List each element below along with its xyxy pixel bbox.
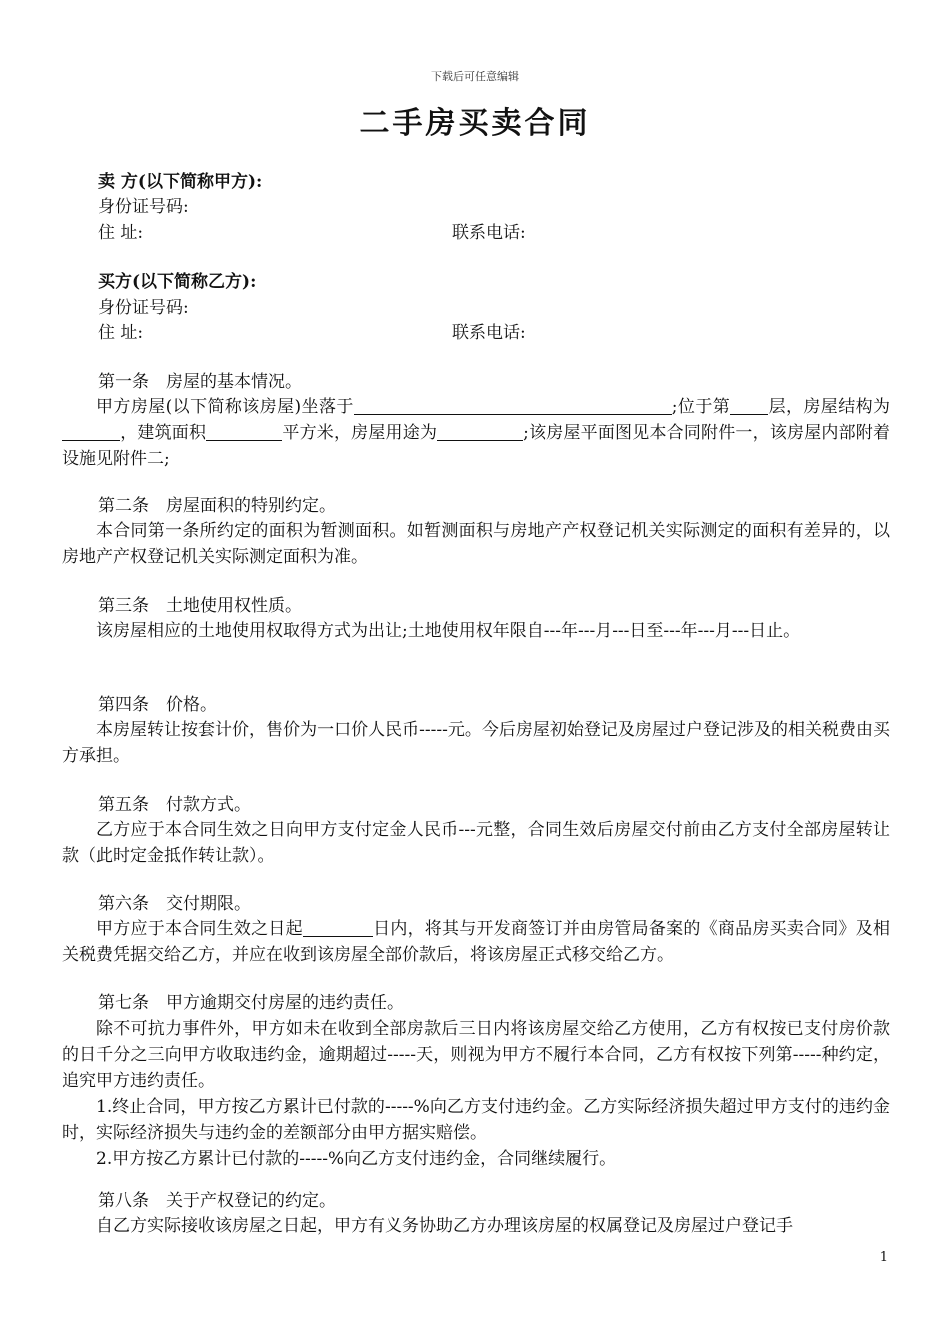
article-4-text: 本房屋转让按套计价，售价为一口价人民币-----元。今后房屋初始登记及房屋过户登记涉及的相关税费由买方承担。 bbox=[62, 720, 890, 766]
article-2-heading: 第二条 房屋面积的特别约定。 bbox=[98, 496, 336, 516]
buyer-id-label: 身份证号码: bbox=[98, 298, 189, 318]
buyer-heading: 买方(以下简称乙方): bbox=[98, 272, 257, 292]
article-6-body bbox=[62, 916, 890, 968]
article-3-body bbox=[62, 618, 890, 644]
article-3-heading: 第三条 土地使用权性质。 bbox=[98, 596, 302, 616]
article-1-text-d: ，建筑面积 bbox=[120, 423, 207, 443]
article-7-body bbox=[62, 1016, 890, 1172]
seller-phone-label: 联系电话: bbox=[452, 223, 526, 243]
article-1-text-b: ;位于第 bbox=[671, 397, 731, 417]
area-blank bbox=[206, 422, 282, 441]
floor-blank bbox=[730, 396, 768, 415]
location-blank bbox=[354, 396, 672, 415]
structure-blank bbox=[62, 422, 120, 441]
usage-blank bbox=[437, 422, 523, 441]
article-6-heading: 第六条 交付期限。 bbox=[98, 894, 251, 914]
article-1-heading: 第一条 房屋的基本情况。 bbox=[98, 372, 302, 392]
seller-address-label: 住 址: bbox=[98, 223, 144, 243]
page-number: 1 bbox=[879, 1250, 888, 1265]
article-4-body bbox=[62, 717, 890, 769]
days-blank bbox=[303, 918, 373, 937]
article-7-heading: 第七条 甲方逾期交付房屋的违约责任。 bbox=[98, 993, 404, 1013]
seller-heading: 卖 方(以下简称甲方): bbox=[98, 172, 263, 192]
article-3-text: 该房屋相应的土地使用权取得方式为出让;土地使用权年限自---年---月---日至---年---月---日止。 bbox=[96, 621, 801, 641]
article-2-text: 本合同第一条所约定的面积为暂测面积。如暂测面积与房地产产权登记机关实际测定的面积有差异的，以房地产产权登记机关实际测定面积为准。 bbox=[62, 521, 890, 567]
buyer-address-label: 住 址: bbox=[98, 323, 144, 343]
article-1-text-e: 平方米，房屋用途为 bbox=[282, 423, 438, 443]
article-1-text-c: 层，房屋结构为 bbox=[768, 397, 891, 417]
article-8-text: 自乙方实际接收该房屋之日起，甲方有义务协助乙方办理该房屋的权属登记及房屋过户登记手 bbox=[96, 1216, 793, 1236]
article-1-text-a: 甲方房屋(以下简称该房屋)坐落于 bbox=[96, 397, 354, 417]
buyer-phone-label: 联系电话: bbox=[452, 323, 526, 343]
article-8-heading: 第八条 关于产权登记的约定。 bbox=[98, 1191, 336, 1211]
seller-id-label: 身份证号码: bbox=[98, 197, 189, 217]
article-7-item-1: 1.终止合同，甲方按乙方累计已付款的-----%向乙方支付违约金。乙方实际经济损失超过甲方支付的违约金时，实际经济损失与违约金的差额部分由甲方据实赔偿。 bbox=[62, 1097, 890, 1143]
contract-title: 二手房买卖合同 bbox=[359, 106, 591, 141]
article-7-text: 除不可抗力事件外，甲方如未在收到全部房款后三日内将该房屋交给乙方使用，乙方有权按已支付房价款的日千分之三向甲方收取违约金，逾期超过-----天，则视为甲方不履行本合同，乙方有权按下列第-----种约定，追究甲方违约责任。 bbox=[62, 1019, 890, 1091]
article-5-heading: 第五条 付款方式。 bbox=[98, 795, 251, 815]
article-6-text-b: 日内，将其与开发商签订并由房管局备案的《商品房买卖合同》及相关税费凭据交给乙方，并应在收到该房屋全部价款后，将该房屋正式移交给乙方。 bbox=[62, 919, 891, 965]
header-note: 下载后可任意编辑 bbox=[431, 70, 519, 83]
article-6-text-a: 甲方应于本合同生效之日起 bbox=[96, 919, 303, 939]
article-8-body bbox=[62, 1213, 890, 1239]
article-5-body bbox=[62, 817, 890, 869]
article-4-heading: 第四条 价格。 bbox=[98, 695, 217, 715]
article-5-text: 乙方应于本合同生效之日向甲方支付定金人民币---元整，合同生效后房屋交付前由乙方支付全部房屋转让款（此时定金抵作转让款）。 bbox=[62, 820, 890, 866]
article-7-item-2: 2.甲方按乙方累计已付款的-----%向乙方支付违约金，合同继续履行。 bbox=[96, 1149, 617, 1169]
article-1-body bbox=[62, 394, 890, 472]
article-2-body bbox=[62, 518, 890, 570]
article-1-text-f: ;该房屋平面图见本合同附件一，该房屋内部附着设施见附件二; bbox=[62, 423, 891, 469]
